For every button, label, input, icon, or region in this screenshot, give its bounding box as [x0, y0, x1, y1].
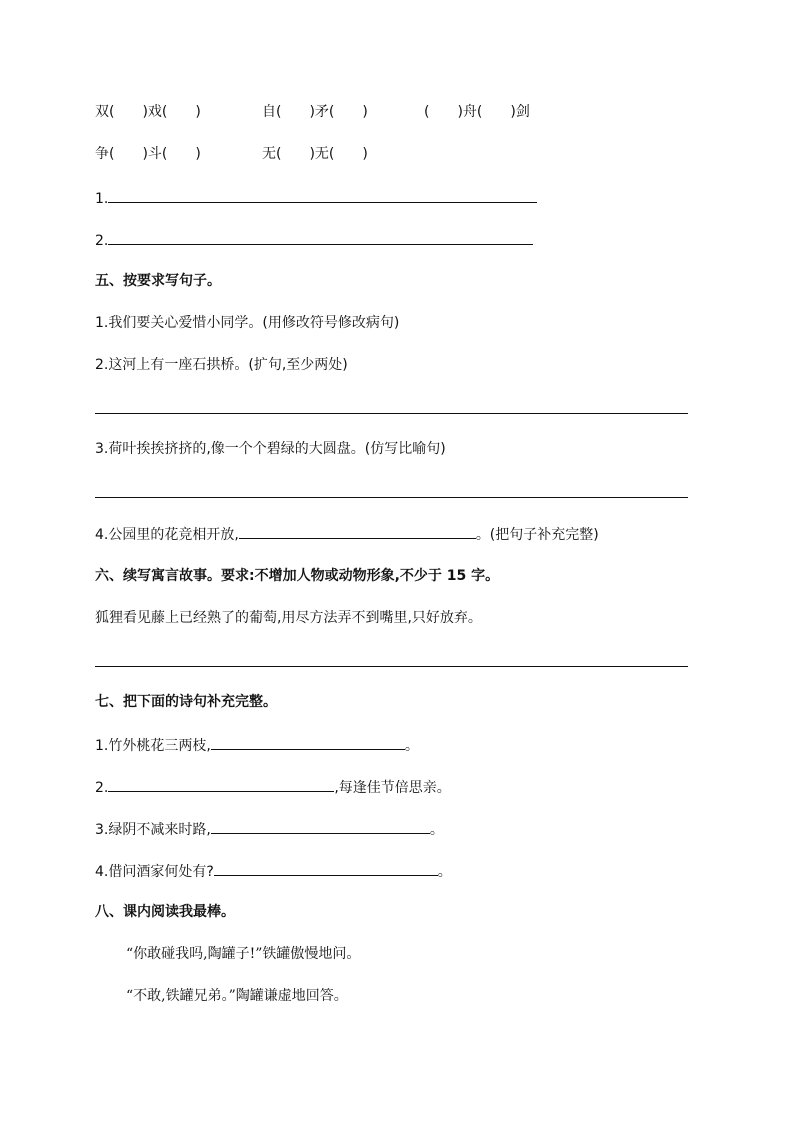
reading-passage-line-1: “你敢碰我吗,陶罐子!”铁罐傲慢地问。: [126, 946, 361, 962]
question-text: 1.竹外桃花三两枝,: [95, 738, 211, 754]
idiom-sentence-number: 2.: [95, 233, 109, 249]
question-text: ,每逢佳节倍思亲。: [334, 780, 451, 796]
poem-question-2: [95, 778, 451, 796]
answer-blank[interactable]: [239, 525, 476, 539]
idiom-item-2: 自( )矛( ): [262, 104, 368, 120]
question-text: 2.: [95, 780, 109, 796]
idiom-sentence-number: 1.: [95, 191, 109, 207]
section-5-question-1: 1.我们要关心爱惜小同学。(用修改符号修改病句): [95, 315, 400, 331]
reading-passage-line-2: “不敢,铁罐兄弟。”陶罐谦虚地回答。: [126, 988, 348, 1004]
section-5-title: 五、按要求写句子。: [95, 273, 221, 289]
question-text: 4.公园里的花竞相开放,: [95, 527, 239, 543]
answer-blank[interactable]: [108, 231, 533, 245]
answer-line[interactable]: [95, 497, 688, 498]
idiom-item-4: 争( )斗( ): [95, 146, 201, 162]
section-5-question-3: 3.荷叶挨挨挤挤的,像一个个碧绿的大圆盘。(仿写比喻句): [95, 441, 446, 457]
answer-line[interactable]: [95, 413, 688, 414]
answer-line[interactable]: [95, 666, 688, 667]
question-text: 。: [437, 864, 452, 880]
answer-blank[interactable]: [108, 778, 334, 792]
section-7-title: 七、把下面的诗句补充完整。: [95, 694, 277, 710]
poem-question-4: [95, 862, 452, 880]
poem-question-1: [95, 736, 419, 754]
answer-blank[interactable]: [211, 736, 405, 750]
question-text: 。: [404, 738, 419, 754]
idiom-item-5: 无( )无( ): [262, 146, 368, 162]
section-6-title: 六、续写寓言故事。要求:不增加人物或动物形象,不少于 15 字。: [95, 568, 500, 584]
section-5-question-4: [95, 525, 599, 543]
answer-blank[interactable]: [211, 820, 430, 834]
question-text: 。(把句子补充完整): [475, 527, 599, 543]
question-text: 3.绿阴不减来时路,: [95, 822, 211, 838]
question-text: 4.借问酒家何处有?: [95, 864, 214, 880]
section-6-prompt: 狐狸看见藤上已经熟了的葡萄,用尽方法弄不到嘴里,只好放弃。: [95, 610, 482, 626]
idiom-item-3: ( )舟( )剑: [424, 104, 530, 120]
idiom-sentence-1: [95, 189, 537, 207]
poem-question-3: [95, 820, 444, 838]
section-8-title: 八、课内阅读我最棒。: [95, 904, 235, 920]
section-5-question-2: 2.这河上有一座石拱桥。(扩句,至少两处): [95, 357, 348, 373]
answer-blank[interactable]: [214, 862, 438, 876]
idiom-sentence-2: [95, 231, 533, 249]
answer-blank[interactable]: [108, 189, 537, 203]
idiom-item-1: 双( )戏( ): [95, 104, 201, 120]
question-text: 。: [429, 822, 444, 838]
